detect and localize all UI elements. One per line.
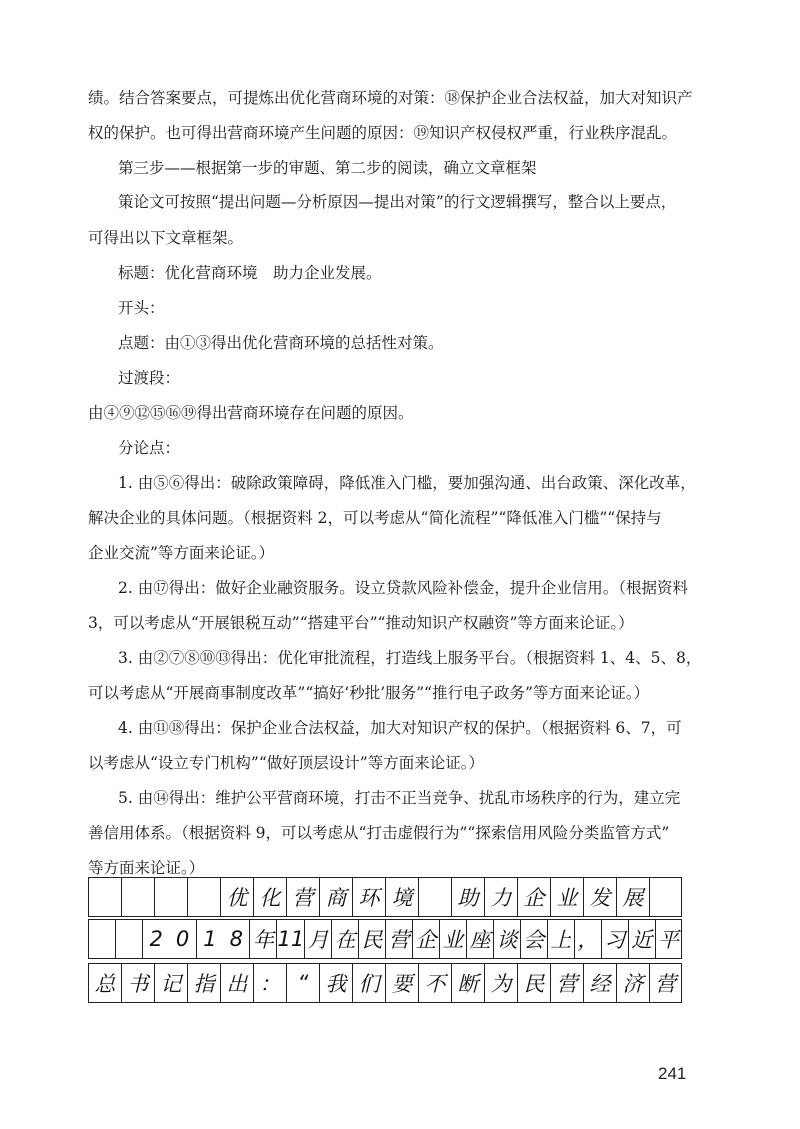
grid-cell: 谈 (493, 920, 520, 958)
grid-cell: 营 (550, 964, 583, 1002)
outline-title: 标题：优化营商环境 助力企业发展。 (118, 264, 382, 282)
grid-digit: 1 (290, 927, 305, 951)
outline-item: 点题：由①③得出优化营商环境的总括性对策。 (118, 334, 444, 352)
grid-cell: 我 (319, 964, 352, 1002)
grid-cell: 营 (649, 964, 682, 1002)
grid-cell: 企 (412, 920, 439, 958)
grid-cell: 书 (121, 964, 154, 1002)
grid-cell: 出 (220, 964, 253, 1002)
outline-point: 4. 由⑪⑱得出：保护企业合法权益，加大对知识产权的保护。（根据资料 6、7，可 (118, 719, 682, 737)
grid-cell: 优 (220, 878, 253, 916)
grid-cell: 民 (517, 964, 550, 1002)
outline-point: 企业交流”等方面来论证。） (88, 544, 275, 562)
grid-cell: 们 (352, 964, 385, 1002)
grid-digit: 1 (203, 927, 217, 951)
grid-cell-digits (276, 920, 304, 958)
grid-cell (121, 878, 154, 916)
essay-grid-row-2 (88, 919, 682, 959)
grid-cell (649, 878, 682, 916)
grid-cell (88, 920, 115, 958)
grid-cell: 业 (550, 878, 583, 916)
grid-cell: 总 (88, 964, 121, 1002)
outline-point: 3，可以考虑从“开展银税互动”“搭建平台”“推动知识产权融资”等方面来论证。） (88, 614, 634, 632)
essay-grid-row-3 (88, 963, 682, 1003)
grid-cell: 业 (439, 920, 466, 958)
grid-cell: 力 (484, 878, 517, 916)
grid-digit: 1 (277, 927, 291, 951)
outline-label: 分论点： (118, 439, 181, 457)
grid-digit: 0 (175, 927, 190, 951)
grid-digit: 2 (149, 927, 163, 951)
grid-cell: 营 (385, 920, 412, 958)
grid-cell: 不 (418, 964, 451, 1002)
grid-cell: 年 (249, 920, 276, 958)
paragraph-line: 可得出以下文章框架。 (88, 229, 244, 247)
grid-cell: 平 (655, 920, 682, 958)
paragraph-line: 策论文可按照“提出问题—分析原因—提出对策”的行文逻辑撰写，整合以上要点， (118, 193, 677, 211)
grid-cell: 经 (583, 964, 616, 1002)
grid-cell: ： (253, 964, 286, 1002)
grid-cell: 发 (583, 878, 616, 916)
grid-cell: 环 (352, 878, 385, 916)
outline-label: 开头： (118, 299, 165, 317)
grid-cell: 营 (286, 878, 319, 916)
grid-digit: 8 (229, 927, 243, 951)
grid-cell-digits (196, 920, 250, 958)
grid-cell: 指 (187, 964, 220, 1002)
grid-cell: 境 (385, 878, 418, 916)
grid-cell: 商 (319, 878, 352, 916)
grid-cell: 近 (628, 920, 655, 958)
grid-cell: 习 (601, 920, 628, 958)
grid-cell (88, 878, 121, 916)
grid-cell (115, 920, 142, 958)
paragraph-line: 权的保护。也可得出营商环境产生问题的原因：⑲知识产权侵权严重，行业秩序混乱。 (88, 124, 678, 142)
grid-cell-digits (142, 920, 196, 958)
outline-point: 3. 由②⑦⑧⑩⑬得出：优化审批流程，打造线上服务平台。（根据资料 1、4、5、8， (118, 649, 702, 667)
grid-cell: 为 (484, 964, 517, 1002)
outline-point: 1. 由⑤⑥得出：破除政策障碍，降低准入门槛，要加强沟通、出台政策、深化改革， (118, 474, 696, 492)
grid-cell: 企 (517, 878, 550, 916)
outline-point: 可以考虑从“开展商事制度改革”“搞好‘秒批’服务”“推行电子政务”等方面来论证。） (88, 684, 650, 702)
section-heading: 第三步——根据第一步的审题、第二步的阅读，确立文章框架 (118, 159, 537, 177)
grid-cell: 上 (547, 920, 574, 958)
outline-point: 2. 由⑰得出：做好企业融资服务。设立贷款风险补偿金，提升企业信用。（根据资料 (118, 579, 688, 597)
grid-cell: 化 (253, 878, 286, 916)
paragraph-line: 绩。结合答案要点，可提炼出优化营商环境的对策：⑱保护企业合法权益，加大对知识产 (88, 89, 693, 107)
essay-grid-row-title (88, 877, 682, 917)
grid-cell: 要 (385, 964, 418, 1002)
outline-item: 由④⑨⑫⑮⑯⑲得出营商环境存在问题的原因。 (88, 404, 414, 422)
outline-point: 以考虑从“设立专门机构”“做好顶层设计”等方面来论证。） (88, 754, 484, 772)
grid-cell: 会 (520, 920, 547, 958)
outline-label: 过渡段： (118, 369, 181, 387)
grid-cell (418, 878, 451, 916)
outline-point: 解决企业的具体问题。（根据资料 2，可以考虑从“简化流程”“降低准入门槛”“保持与 (88, 509, 662, 527)
grid-cell: 民 (358, 920, 385, 958)
grid-cell (154, 878, 187, 916)
grid-cell: 助 (451, 878, 484, 916)
grid-cell: 座 (466, 920, 493, 958)
page-number: 241 (658, 1064, 687, 1083)
grid-cell: 在 (331, 920, 358, 958)
grid-cell: “ (286, 964, 319, 1002)
grid-cell (187, 878, 220, 916)
outline-point: 5. 由⑭得出：维护公平营商环境，打击不正当竞争、扰乱市场秩序的行为，建立完 (118, 789, 681, 807)
outline-point: 善信用体系。（根据资料 9，可以考虑从“打击虚假行为”“探索信用风险分类监管方式” (88, 824, 670, 842)
grid-cell: ， (574, 920, 601, 958)
grid-cell: 断 (451, 964, 484, 1002)
grid-cell: 月 (304, 920, 331, 958)
grid-cell: 济 (616, 964, 649, 1002)
grid-cell: 展 (616, 878, 649, 916)
grid-cell: 记 (154, 964, 187, 1002)
outline-point: 等方面来论证。） (88, 859, 205, 877)
